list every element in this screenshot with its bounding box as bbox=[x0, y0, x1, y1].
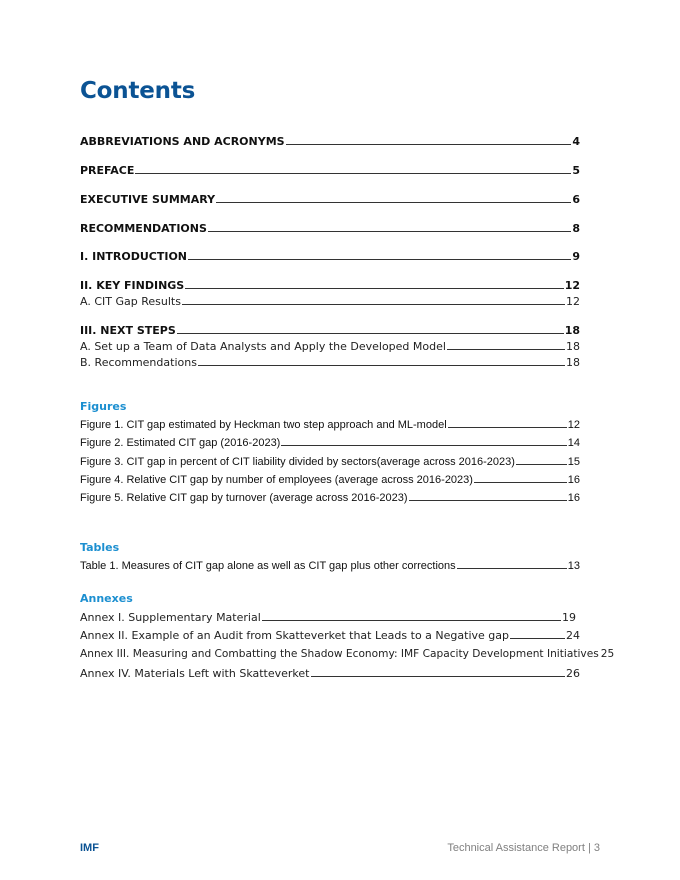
toc-entry-title: Figure 4. Relative CIT gap by number of employees (average across 2016-2023) bbox=[80, 474, 473, 486]
toc-entry-key-findings[interactable] bbox=[80, 279, 580, 292]
toc-figure-4[interactable] bbox=[80, 474, 580, 486]
toc-table-1[interactable] bbox=[80, 560, 580, 572]
toc-entry-page: 18 bbox=[566, 340, 580, 353]
toc-entry-page: 12 bbox=[566, 295, 580, 308]
toc-entry-page: 16 bbox=[567, 474, 580, 486]
toc-entry-page: 8 bbox=[572, 222, 580, 235]
dot-leader bbox=[510, 637, 565, 639]
toc-subentry-recommendations[interactable] bbox=[80, 356, 580, 369]
toc-entry-title: Figure 1. CIT gap estimated by Heckman two step approach and ML-model bbox=[80, 419, 447, 431]
toc-entry-page: 24 bbox=[566, 629, 580, 642]
toc-entry-executive-summary[interactable] bbox=[80, 193, 580, 206]
dot-leader bbox=[185, 287, 563, 289]
dot-leader bbox=[188, 258, 571, 260]
toc-entry-page: 9 bbox=[572, 250, 580, 263]
toc-entry-page: 15 bbox=[567, 456, 580, 468]
toc-figure-1[interactable] bbox=[80, 419, 580, 431]
toc-subentry-data-analysts[interactable] bbox=[80, 340, 580, 353]
toc-entry-page: 6 bbox=[572, 193, 580, 206]
toc-figure-3[interactable] bbox=[80, 456, 580, 468]
toc-entry-page: 4 bbox=[572, 135, 580, 148]
toc-entry-page: 14 bbox=[567, 437, 580, 449]
toc-figure-2[interactable] bbox=[80, 437, 580, 449]
footer-org-logo: IMF bbox=[80, 842, 99, 854]
annexes-heading: Annexes bbox=[80, 592, 133, 605]
toc-entry-preface[interactable] bbox=[80, 164, 580, 177]
dot-leader bbox=[182, 303, 565, 305]
toc-entry-page: 18 bbox=[566, 356, 580, 369]
toc-entry-next-steps[interactable] bbox=[80, 324, 580, 337]
toc-entry-title: A. Set up a Team of Data Analysts and Apply the Developed Model bbox=[80, 340, 446, 353]
dot-leader bbox=[447, 348, 565, 350]
figures-heading: Figures bbox=[80, 400, 127, 413]
toc-entry-title: Annex I. Supplementary Material bbox=[80, 611, 261, 624]
toc-entry-title: III. NEXT STEPS bbox=[80, 324, 176, 337]
toc-entry-title: Table 1. Measures of CIT gap alone as well as CIT gap plus other corrections bbox=[80, 560, 456, 572]
toc-entry-page: 5 bbox=[572, 164, 580, 177]
dot-leader bbox=[311, 675, 566, 677]
toc-entry-page: 16 bbox=[567, 492, 580, 504]
dot-leader bbox=[516, 463, 567, 465]
footer-page-label: Technical Assistance Report | 3 bbox=[447, 842, 600, 854]
dot-leader bbox=[281, 444, 566, 446]
toc-entry-page: 19 bbox=[562, 611, 576, 624]
toc-entry-title: B. Recommendations bbox=[80, 356, 197, 369]
toc-entry-page: 26 bbox=[566, 667, 580, 680]
toc-entry-page: 13 bbox=[567, 560, 580, 572]
page-title: Contents bbox=[80, 78, 196, 104]
toc-entry-page: 25 bbox=[600, 648, 615, 660]
dot-leader bbox=[474, 481, 567, 483]
toc-annex-2[interactable] bbox=[80, 629, 580, 642]
toc-entry-title: PREFACE bbox=[80, 164, 135, 177]
dot-leader bbox=[177, 332, 564, 334]
dot-leader bbox=[135, 172, 571, 174]
dot-leader bbox=[457, 567, 567, 569]
toc-entry-page: 18 bbox=[564, 324, 580, 337]
toc-entry-title: EXECUTIVE SUMMARY bbox=[80, 193, 216, 206]
dot-leader bbox=[198, 364, 565, 366]
toc-annex-1[interactable] bbox=[80, 611, 580, 624]
toc-entry-title: II. KEY FINDINGS bbox=[80, 279, 185, 292]
toc-entry-introduction[interactable] bbox=[80, 250, 580, 263]
toc-entry-title: RECOMMENDATIONS bbox=[80, 222, 207, 235]
dot-leader bbox=[286, 143, 572, 145]
toc-entry-title: A. CIT Gap Results bbox=[80, 295, 181, 308]
toc-entry-title: ABBREVIATIONS AND ACRONYMS bbox=[80, 135, 285, 148]
toc-entry-abbreviations[interactable] bbox=[80, 135, 580, 148]
toc-entry-title: Annex IV. Materials Left with Skatteverket bbox=[80, 667, 310, 680]
dot-leader bbox=[409, 499, 567, 501]
toc-entry-title: Figure 3. CIT gap in percent of CIT liability divided by sectors(average across 2016-2023) bbox=[80, 456, 515, 468]
toc-entry-recommendations[interactable] bbox=[80, 222, 580, 235]
toc-entry-title: I. INTRODUCTION bbox=[80, 250, 188, 263]
toc-entry-title: Annex III. Measuring and Combatting the Shadow Economy: IMF Capacity Development Initiatives bbox=[80, 648, 599, 660]
toc-entry-title: Figure 5. Relative CIT gap by turnover (average across 2016-2023) bbox=[80, 492, 408, 504]
dot-leader bbox=[448, 426, 567, 428]
toc-annex-4[interactable] bbox=[80, 667, 580, 680]
tables-heading: Tables bbox=[80, 541, 120, 554]
toc-annex-3[interactable] bbox=[80, 648, 615, 660]
toc-figure-5[interactable] bbox=[80, 492, 580, 504]
toc-entry-title: Figure 2. Estimated CIT gap (2016-2023) bbox=[80, 437, 281, 449]
toc-entry-page: 12 bbox=[564, 279, 580, 292]
toc-entry-title: Annex II. Example of an Audit from Skatteverket that Leads to a Negative gap bbox=[80, 629, 509, 642]
dot-leader bbox=[208, 230, 571, 232]
toc-subentry-cit-gap-results[interactable] bbox=[80, 295, 580, 308]
dot-leader bbox=[262, 619, 561, 621]
toc-entry-page: 12 bbox=[567, 419, 580, 431]
dot-leader bbox=[216, 201, 571, 203]
